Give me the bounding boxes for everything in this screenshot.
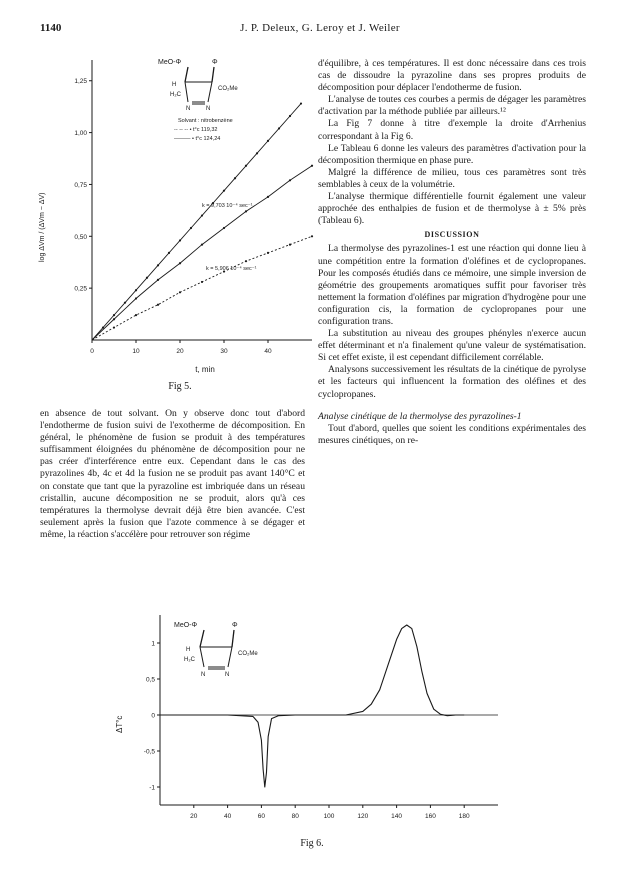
- fig5-data-point: [201, 214, 203, 216]
- section-heading-discussion: DISCUSSION: [424, 230, 480, 240]
- fig6-y-tick-label: 0,5: [145, 676, 155, 684]
- fig5-data-point: [146, 277, 148, 279]
- fig6-y-tick-label: -1: [149, 784, 155, 792]
- right-paragraph-10: Tout d'abord, quelles que soient les conditions expérimentales des mesures cinétiques, on re-: [318, 422, 586, 446]
- fig5-data-point: [267, 252, 269, 254]
- fig5-h-label: H: [172, 82, 177, 88]
- fig6-x-tick-label: 140: [391, 813, 403, 820]
- fig5-structure: [158, 59, 238, 112]
- right-column-text: [318, 58, 586, 447]
- fig5-y-tick-label: 0,25: [74, 285, 87, 293]
- fig5-data-point: [201, 281, 203, 283]
- fig5-data-point: [113, 314, 115, 316]
- fig6-x-tick-label: 160: [424, 813, 436, 820]
- fig5-data-point: [245, 165, 247, 167]
- fig5-legend-title: Solvant : nitrobenzène: [178, 118, 233, 124]
- running-authors: J. P. Deleux, G. Leroy et J. Weiler: [240, 22, 400, 34]
- fig5-legend-item-2: ——— • t°c 124,24: [174, 136, 221, 142]
- fig5-k-label-1: k = 9,703 10⁻⁴ sec⁻¹: [202, 203, 253, 209]
- fig5-data-point: [223, 190, 225, 192]
- fig5-n1-label: N: [186, 106, 191, 112]
- fig6-h-label: H: [186, 647, 191, 653]
- fig6-n1-label: N: [201, 672, 206, 678]
- fig5-data-point: [256, 152, 258, 154]
- fig6-h2c-label: H₂C: [184, 657, 195, 663]
- fig5-data-point: [179, 291, 181, 293]
- fig5-x-tick-label: 40: [264, 348, 272, 355]
- fig6-y-tick-label: -0,5: [143, 748, 155, 756]
- fig5-ticks: [74, 78, 272, 355]
- fig5-h2c-label: H₂C: [170, 92, 181, 98]
- fig5-data-point: [289, 115, 291, 117]
- fig6-phi-label: Φ: [232, 622, 238, 629]
- fig5-data-point: [289, 243, 291, 245]
- fig5-data-point: [124, 302, 126, 304]
- fig5-data-point: [245, 210, 247, 212]
- fig6-x-tick-label: 40: [223, 813, 232, 820]
- fig6-x-tick-label: 20: [190, 813, 198, 820]
- fig5-data-point: [300, 102, 302, 104]
- fig5-data-point: [179, 239, 181, 241]
- fig5-data-point: [267, 196, 269, 198]
- fig5-data-point: [234, 177, 236, 179]
- right-paragraph-7: La thermolyse des pyrazolines-1 est une réaction qui donne lieu à une compétition entre la formation d'oléfines et de cyclopropanes. Pour les composés étudiés dans ce mémoire, une simple inversion de géométrie des groupements aromatiques suffit pour favoriser très nettement la formation d'oléfines par migration d'hydrogène pour une configuration cis, la formation de cyclopropanes pour une configuration trans.: [318, 243, 586, 327]
- fig5-data-point: [135, 289, 137, 291]
- right-paragraph-9: Analysons successivement les résultats de la cinétique de pyrolyse et les facteurs qui influencent la formation des oléfines et des cyclopropanes.: [318, 364, 586, 400]
- fig5-y-tick-label: 0,50: [74, 233, 87, 241]
- figure-6-plot: [108, 605, 508, 835]
- fig5-x-tick-label: 30: [220, 348, 228, 355]
- fig5-series-line: [92, 166, 312, 340]
- fig5-data-point: [311, 235, 313, 237]
- left-column-text: [40, 408, 305, 541]
- fig5-data-point: [223, 227, 225, 229]
- right-paragraph-2: L'analyse de toutes ces courbes a permis de dégager les paramètres d'activation par la méthode publiée par ailleurs.¹²: [318, 94, 586, 118]
- fig5-x-tick-label: 10: [132, 348, 140, 355]
- fig5-series-line: [92, 236, 312, 340]
- fig5-data-point: [267, 140, 269, 142]
- right-paragraph-8: La substitution au niveau des groupes phényles n'exerce aucun effet déterminant et n'a finalement qu'une valeur de systématisation. Si cet effet existe, il est cependant difficilement corrélable.: [318, 328, 586, 364]
- left-paragraph: en absence de tout solvant. On y observe donc tout d'abord l'endotherme de fusion suivi de l'exotherme de décomposition. En général, le phénomène de fusion se produit à des températures suffisamment éloignées du phénomène de décomposition pour ne pas créer d'interférence entre eux. Cependant dans le cas des pyrazolines 4b, 4c et 4d la fusion ne se produit pas avant 140°C et on constate que tant que la pyrazoline est imbriquée dans un réseau cristallin, aucune décomposition ne se produit, alors qu'à ces températures la thermolyse devrait déjà être bien avancée. C'est seulement après la fusion que l'azote commence à se dégager et même, la réaction s'accélère pour retrouver son régime: [40, 408, 305, 540]
- fig6-x-tick-label: 100: [323, 813, 335, 820]
- fig6-meo-label: MeO-Φ: [174, 622, 198, 629]
- fig5-data-point: [278, 127, 280, 129]
- fig5-n2-label: N: [206, 106, 211, 112]
- fig6-ticks: [144, 641, 498, 821]
- fig6-y-tick-label: 1: [151, 640, 155, 648]
- fig6-structure: [174, 622, 258, 678]
- subsection-heading: Analyse cinétique de la thermolyse des pyrazolines-1: [318, 410, 522, 422]
- fig6-series: [160, 625, 464, 787]
- fig5-data-point: [157, 264, 159, 266]
- page-number: 1140: [40, 22, 62, 34]
- fig5-data-point: [190, 227, 192, 229]
- right-paragraph-3: La Fig 7 donne à titre d'exemple la droite d'Arrhenius correspondant à la Fig 6.: [318, 118, 586, 142]
- fig5-y-tick-label: 1,00: [74, 130, 87, 138]
- fig5-data-point: [311, 165, 313, 167]
- fig5-legend-item-1: -- -- -- • t°c 119,32: [174, 127, 218, 133]
- fig5-data-point: [168, 252, 170, 254]
- fig6-x-tick-label: 60: [257, 813, 266, 820]
- fig5-co2me-label: CO₂Me: [218, 86, 238, 92]
- right-paragraph-6: L'analyse thermique différentielle fournit également une valeur approchée des enthalpies de fusion et de thermolyse à ± 5% près (Tableau 6).: [318, 191, 586, 227]
- fig6-x-tick-label: 120: [357, 813, 369, 820]
- figure-5-caption: Fig 5.: [168, 381, 192, 392]
- fig6-n2-label: N: [225, 672, 230, 678]
- right-paragraph-1: d'équilibre, à ces températures. Il est donc nécessaire dans ces trois cas de dissoudre la pyrazoline dans ses propres produits de décomposition pour déplacer l'endotherme de fusion.: [318, 58, 586, 94]
- right-paragraph-5: Malgré la différence de milieu, tous ces paramètres sont très semblables à ceux de la volumétrie.: [318, 166, 586, 190]
- fig5-ylabel: log ΔVm / (ΔVm − ΔV): [39, 192, 46, 262]
- fig5-data-point: [135, 314, 137, 316]
- figure-5-plot: [30, 52, 315, 387]
- fig6-x-tick-label: 80: [291, 813, 299, 820]
- fig5-data-point: [157, 279, 159, 281]
- fig5-meo-label: MeO-Φ: [158, 59, 182, 66]
- fig5-data-point: [201, 243, 203, 245]
- fig6-co2me-label: CO₂Me: [238, 651, 258, 657]
- fig5-data-point: [113, 318, 115, 320]
- fig5-data-point: [157, 304, 159, 306]
- fig6-dta-curve: [160, 625, 464, 787]
- fig5-y-tick-label: 1,25: [74, 78, 87, 86]
- fig5-x-tick-label: 20: [176, 348, 184, 355]
- fig5-data-point: [245, 260, 247, 262]
- fig6-x-tick-label: 180: [458, 813, 470, 820]
- right-paragraph-4: Le Tableau 6 donne les valeurs des paramètres d'activation pour la décomposition thermique en phase pure.: [318, 142, 586, 166]
- fig5-k-label-2: k = 5,906 10⁻⁴ sec⁻¹: [206, 266, 257, 272]
- fig6-ylabel: ΔT°c: [115, 715, 124, 733]
- fig5-phi-label: Φ: [212, 59, 218, 66]
- fig5-xlabel: t, min: [195, 365, 215, 374]
- fig5-x-tick-label: 0: [90, 348, 94, 355]
- fig5-y-tick-label: 0,75: [74, 181, 87, 189]
- fig5-data-point: [179, 262, 181, 264]
- fig6-y-tick-label: 0: [151, 712, 155, 720]
- fig5-data-point: [113, 326, 115, 328]
- running-header: [40, 22, 600, 38]
- figure-6-caption: Fig 6.: [300, 838, 324, 849]
- fig5-data-point: [135, 297, 137, 299]
- fig5-data-point: [289, 179, 291, 181]
